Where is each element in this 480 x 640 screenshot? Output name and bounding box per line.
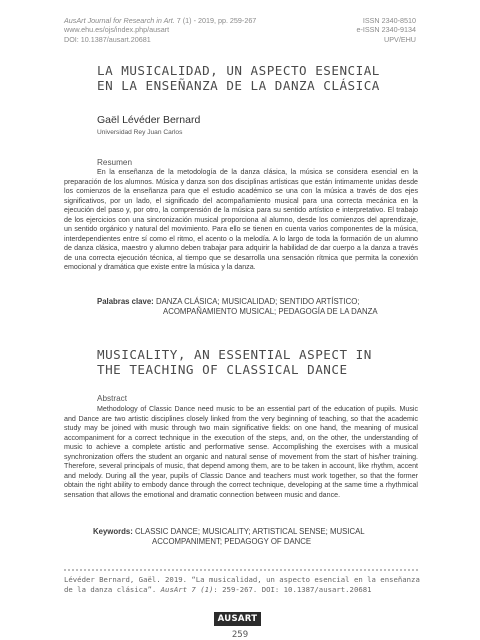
resumen-heading: Resumen xyxy=(97,158,133,167)
abstract-heading: Abstract xyxy=(97,394,128,403)
title-spanish-line1: LA MUSICALIDAD, UN ASPECTO ESENCIAL xyxy=(97,63,380,78)
journal-issue: 7 (1) - 2019, pp. 259-267 xyxy=(174,16,257,25)
keywords-spanish-label: Palabras clave: xyxy=(97,297,154,306)
keywords-spanish xyxy=(97,297,415,317)
journal-url[interactable]: www.ehu.es/ojs/index.php/ausart xyxy=(64,25,170,35)
title-spanish xyxy=(97,64,380,93)
abstract-body: Methodology of Classic Dance need music to be an essential part of the education of pupils. Music and Dance are two artistic disciplines closely linked from the very beginning of teaching, so that the academic study may be joined with music through two main significative fields: on one hand, the meaning of musical accompaniment for a correct technique in the execution of the steps, and, on the other, the understanding of music to achieve a complete artistic and performative sense. Accomplishing the exercises with a musical synchronization offers the student an organic and natural sense of movement from the start of his/her training. Therefore, several principals of music, that depend among them, are to be taken in account, like rhythm, accent and melody. During all the year, pupils of Classic Dance and teachers must work together, so that the former obtain the right ability to embody dance through the correct technique, developing at the same time a rhythmical sensation that allows the emotional and dramatic connection between music and dance. xyxy=(64,405,418,499)
title-spanish-line2: EN LA ENSEÑANZA DE LA DANZA CLÁSICA xyxy=(97,77,380,93)
title-english-line1: MUSICALITY, AN ESSENTIAL ASPECT IN xyxy=(97,347,372,362)
keywords-english-line2: ACCOMPANIMENT; PEDAGOGY OF DANCE xyxy=(152,537,312,547)
journal-line xyxy=(64,16,256,25)
dotted-divider xyxy=(64,569,418,571)
citation-doi: : 259-267. DOI: 10.1387/ausart.20681 xyxy=(213,584,372,594)
title-english-line2: THE TEACHING OF CLASSICAL DANCE xyxy=(97,361,348,377)
citation xyxy=(64,575,420,594)
keywords-spanish-line1: DANZA CLÁSICA; MUSICALIDAD; SENTIDO ARTÍSTICO; xyxy=(155,297,360,306)
resumen-body: En la enseñanza de la metodología de la danza clásica, la música se considera esencial en la preparación de los alumnos. Música y danza son dos disciplinas artísticas que están íntimamente unidas desde los comienzos de la enseñanza para que el estudio académico se una con la música a través de dos ejes significativos, por un lado, el significado del acompañamiento musical para una correcta mecánica en la ejecución del paso y, por otro, la comprensión de la música para su sentido artístico e interpretativo. El trabajo de los ejercicios con una sincronización musical proporciona al alumno, desde los comienzos del aprendizaje, un sentido orgánico y natural del movimiento. Para ello se tienen en cuenta varios componentes de la música, interdependientes entre sí como el ritmo, el acento o la melodía. A lo largo de toda la formación de un alumno de danza clásica, maestro y alumno deben trabajar para adquirir la habilidad de dar cuerpo a la danza a través de una correcta ejecución técnica, al tiempo que se desarrolla una sensación rítmica que permita la conexión emocional y dramática que existe entre la música y la danza. xyxy=(64,168,418,272)
keywords-english-label: Keywords: xyxy=(93,527,133,536)
issn: ISSN 2340-8510 xyxy=(362,16,416,25)
keywords-english xyxy=(93,527,421,547)
citation-journal: AusArt 7 (1) xyxy=(160,584,214,594)
page-number: 259 xyxy=(231,630,249,640)
journal-header-left xyxy=(64,16,256,44)
e-issn: e-ISSN 2340-9134 xyxy=(356,25,416,35)
keywords-english-line1: CLASSIC DANCE; MUSICALITY; ARTISTICAL SENSE; MUSICAL xyxy=(135,527,365,536)
author-name: Gaël Lévéder Bernard xyxy=(97,114,201,126)
publisher: UPV/EHU xyxy=(384,34,416,44)
journal-header-right xyxy=(356,16,416,44)
ausart-logo: AUSART xyxy=(214,612,261,626)
title-english xyxy=(97,348,372,377)
journal-name: AusArt Journal for Research in Art. xyxy=(64,16,175,25)
author-affiliation: Universidad Rey Juan Carlos xyxy=(97,129,183,136)
journal-doi: DOI: 10.1387/ausart.20681 xyxy=(64,34,151,44)
citation-text: Lévéder Bernard, Gaël. 2019. “La musicalidad, un aspecto esencial en la enseñanza de la danza clásica”. xyxy=(64,575,420,594)
keywords-spanish-line2: ACOMPAÑAMIENTO MUSICAL; PEDAGOGÍA DE LA DANZA xyxy=(163,307,378,317)
